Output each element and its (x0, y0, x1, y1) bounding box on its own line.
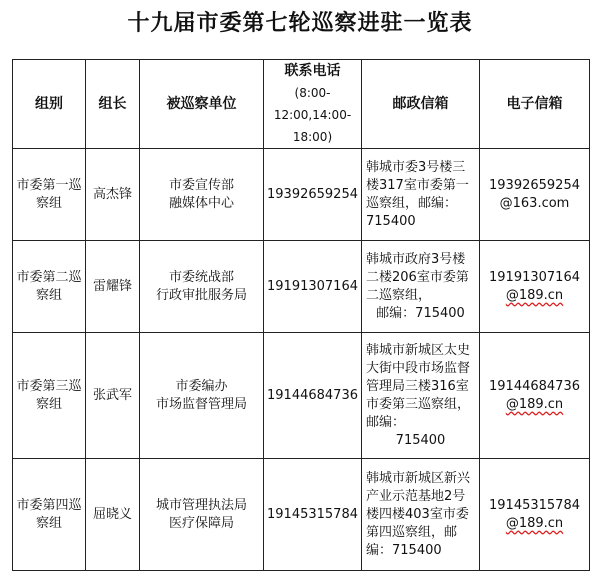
email-domain: @189.cn (505, 515, 564, 531)
group-cell: 市委第一巡察组 (13, 149, 86, 241)
table-row (13, 459, 590, 571)
unit-name: 市场监督管理局 (155, 396, 247, 412)
header-email: 电子信箱 (480, 60, 590, 149)
email-user: 19191307164 (489, 269, 580, 285)
unit-name: 市委统战部 (168, 269, 234, 285)
header-phone (264, 60, 362, 149)
leader-cell: 张武军 (86, 333, 140, 459)
phone-cell: 19191307164 (264, 241, 362, 333)
email-user: 19145315784 (489, 497, 580, 513)
mail-cell (362, 333, 480, 459)
unit-cell (140, 333, 264, 459)
header-phone-title: 联系电话 (284, 63, 341, 79)
mail-zip: 715400 (395, 432, 446, 448)
email-cell (480, 241, 590, 333)
email-user: 19392659254 (489, 177, 580, 193)
unit-name: 医疗保障局 (168, 515, 234, 531)
group-cell: 市委第四巡察组 (13, 459, 86, 571)
mail-cell (362, 241, 480, 333)
header-mail: 邮政信箱 (362, 60, 480, 149)
mail-cell (362, 149, 480, 241)
header-leader: 组长 (86, 60, 140, 149)
table-row (13, 333, 590, 459)
email-cell (480, 333, 590, 459)
unit-name: 市委编办 (175, 378, 228, 394)
phone-cell: 19145315784 (264, 459, 362, 571)
leader-cell: 屈晓义 (86, 459, 140, 571)
table-row (13, 241, 590, 333)
unit-name: 行政审批服务局 (155, 287, 247, 303)
inspection-table (12, 59, 590, 571)
mail-address: 韩城市委3号楼三楼317室市委第一巡察组，邮编： (366, 159, 469, 211)
mail-address: 韩城市政府3号楼二楼206室市委第二巡察组， (366, 251, 469, 303)
mail-address: 韩城市新城区太史大街中段市场监督管理局三楼316室市委第三巡察组，邮编： (366, 342, 471, 430)
group-cell: 市委第二巡察组 (13, 241, 86, 333)
page-title: 十九届市委第七轮巡察进驻一览表 (127, 11, 473, 36)
header-phone-hours: (8:00-12:00,14:00-18:00) (273, 86, 352, 144)
mail-address: 韩城市新城区新兴产业示范基地2号楼四楼403室市委第四巡察组，邮编：715400 (366, 470, 471, 558)
table-row (13, 149, 590, 241)
group-cell: 市委第三巡察组 (13, 333, 86, 459)
header-group: 组别 (13, 60, 86, 149)
unit-cell (140, 149, 264, 241)
email-domain: @163.com (499, 195, 570, 211)
phone-cell: 19144684736 (264, 333, 362, 459)
unit-name: 融媒体中心 (168, 195, 234, 211)
leader-cell: 雷耀锋 (86, 241, 140, 333)
mail-cell (362, 459, 480, 571)
unit-name: 城市管理执法局 (155, 497, 247, 513)
phone-cell: 19392659254 (264, 149, 362, 241)
unit-name: 市委宣传部 (168, 177, 234, 193)
unit-cell (140, 459, 264, 571)
email-cell (480, 149, 590, 241)
mail-zip: 邮编：715400 (376, 305, 465, 321)
email-user: 19144684736 (489, 378, 580, 394)
leader-cell: 高杰锋 (86, 149, 140, 241)
unit-cell (140, 241, 264, 333)
email-domain: @189.cn (505, 396, 564, 412)
mail-zip: 715400 (366, 213, 416, 229)
email-domain: @189.cn (505, 287, 564, 303)
email-cell (480, 459, 590, 571)
table-header-row (13, 60, 590, 149)
header-unit: 被巡察单位 (140, 60, 264, 149)
